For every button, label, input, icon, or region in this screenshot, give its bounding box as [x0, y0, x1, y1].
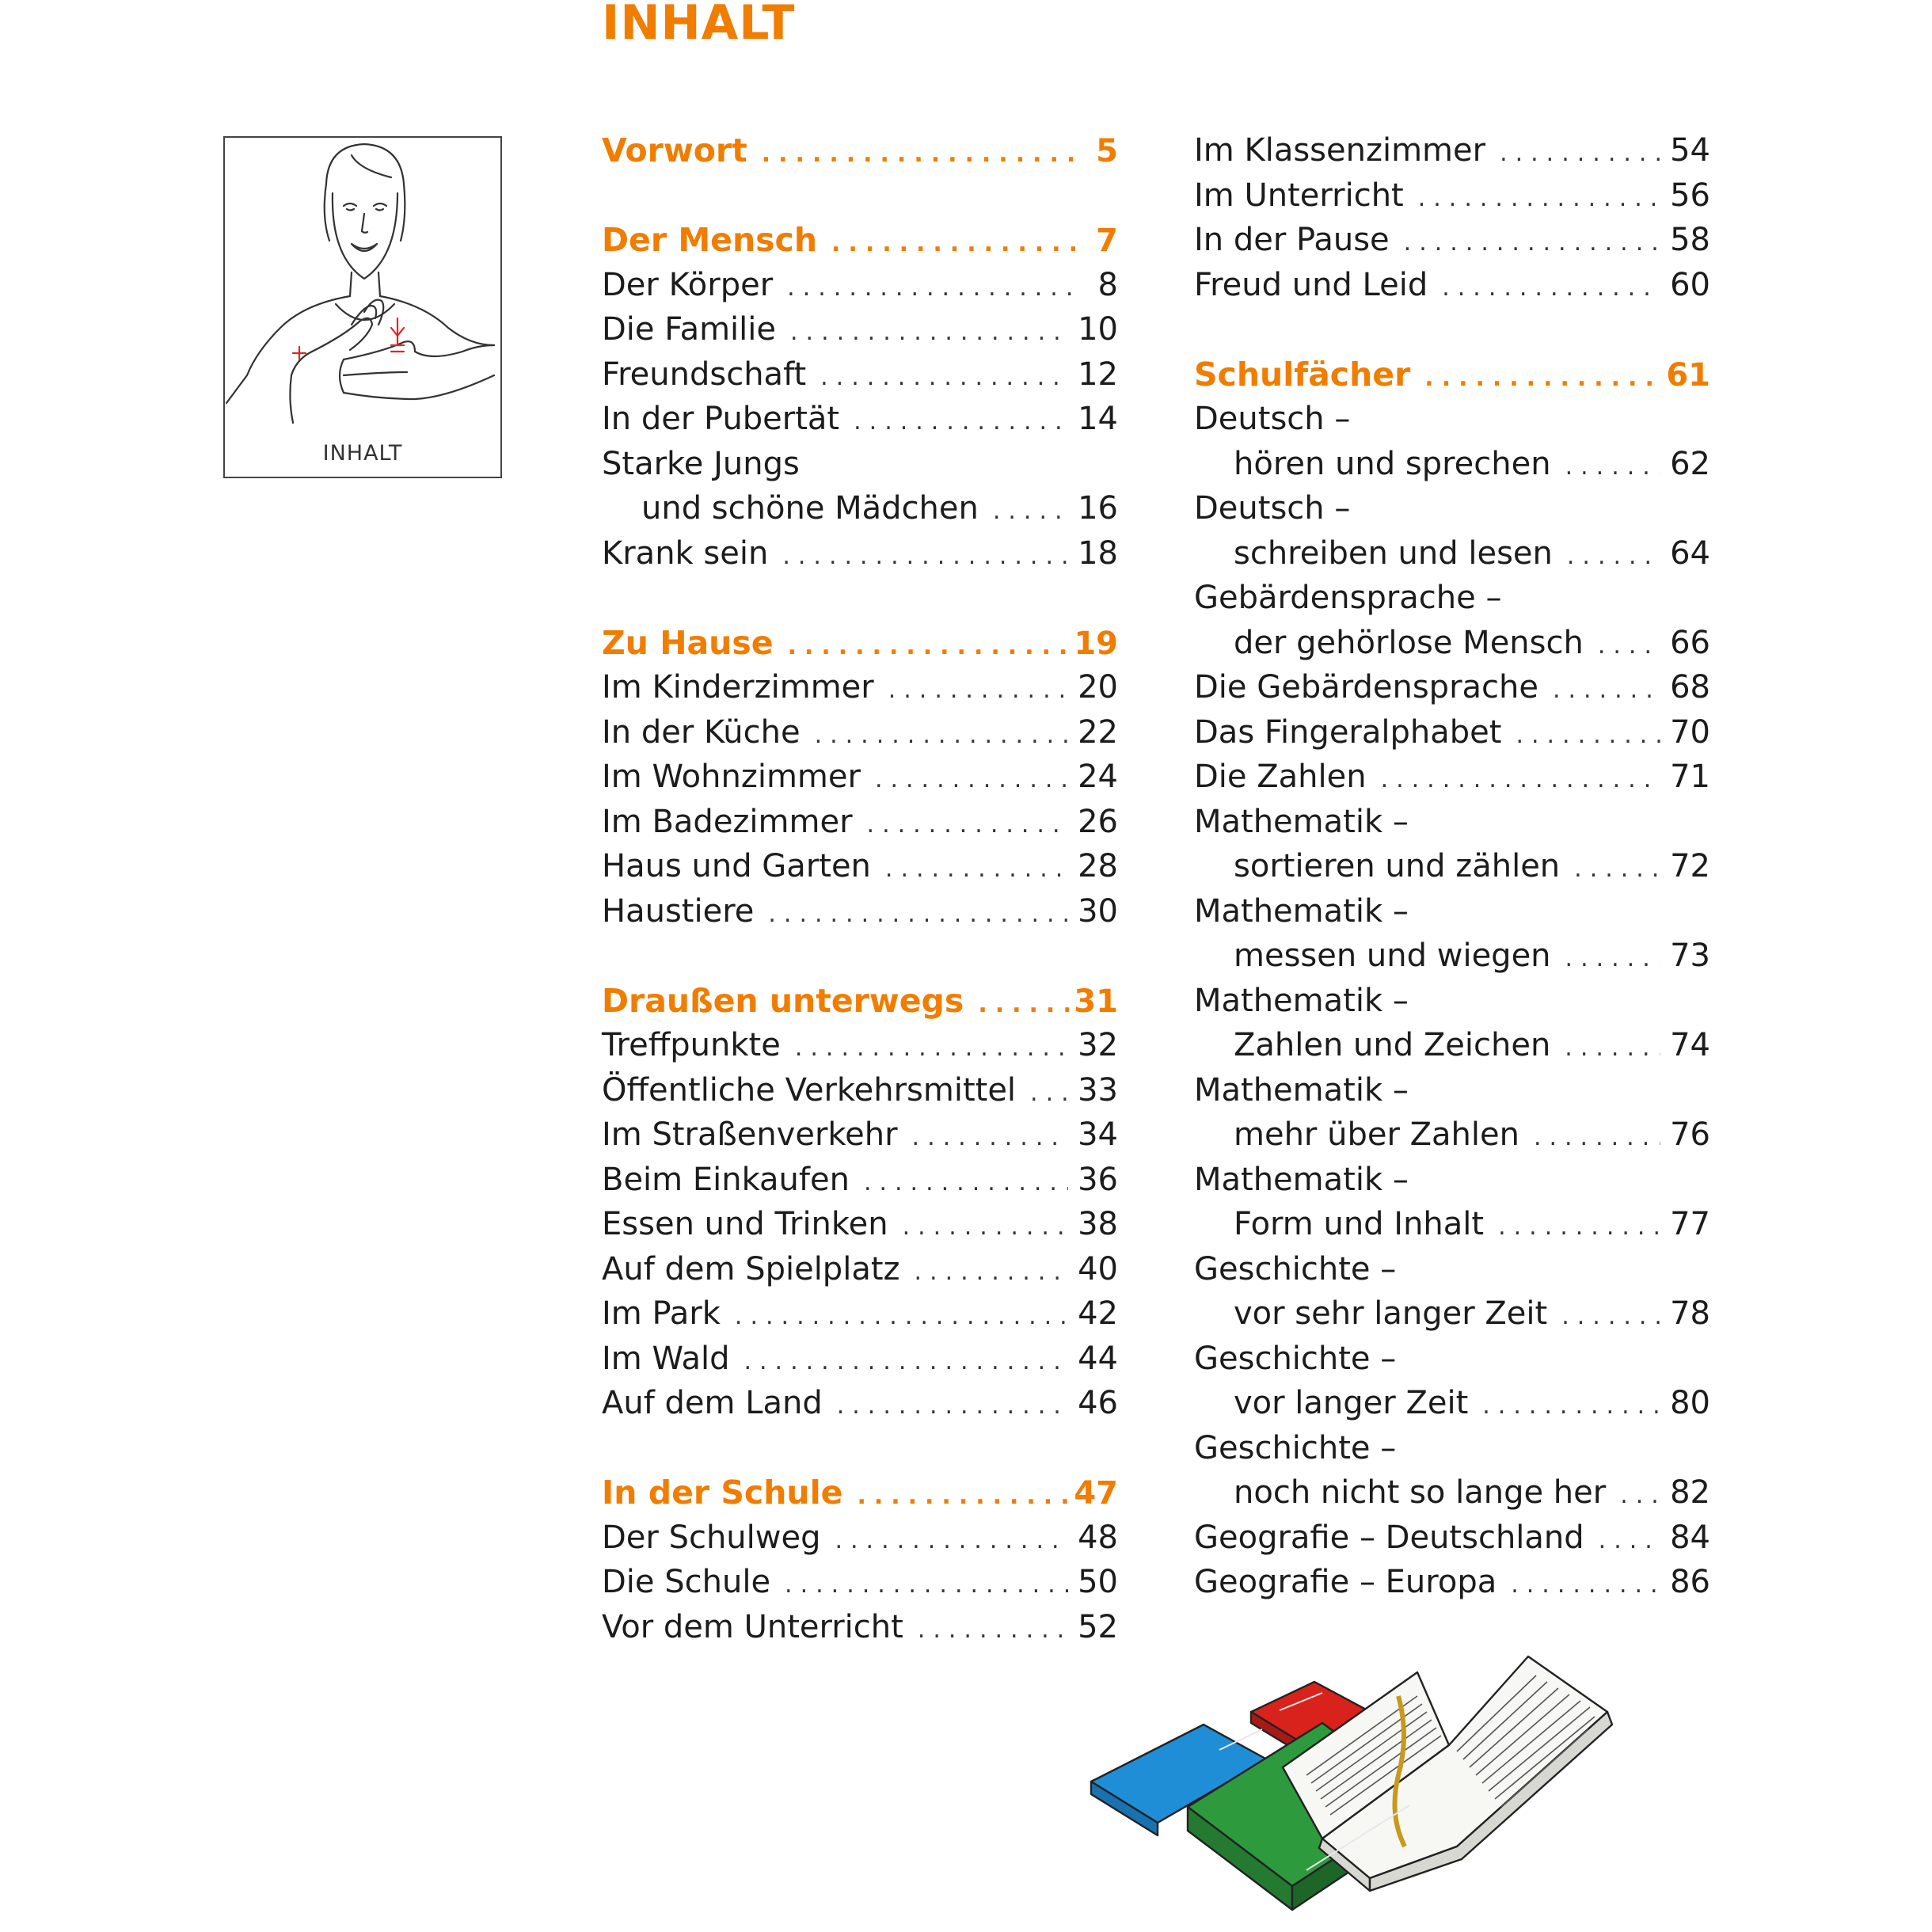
toc-entry	[1194, 1426, 1710, 1471]
toc-dot-leader	[854, 400, 1068, 445]
toc-entry	[1194, 1247, 1710, 1292]
toc-entry	[1194, 128, 1710, 173]
toc-entry	[1194, 218, 1710, 263]
toc-page-number: 12	[1078, 356, 1118, 393]
toc-entry	[1194, 934, 1710, 979]
toc-page-number: 77	[1670, 1206, 1710, 1242]
toc-entry-label: Geschichte –	[1194, 1429, 1397, 1466]
toc-spacer	[1194, 307, 1710, 352]
toc-dot-leader	[993, 489, 1068, 534]
toc-page-number: 24	[1078, 759, 1118, 795]
toc-entry	[1194, 1158, 1710, 1203]
toc-entry-label: sortieren und zählen	[1234, 848, 1561, 884]
toc-page-number: 50	[1078, 1564, 1118, 1600]
toc-entry	[602, 665, 1118, 710]
toc-page-number: 18	[1078, 534, 1118, 572]
toc-page-number: 42	[1078, 1295, 1118, 1332]
toc-entry	[602, 1023, 1118, 1068]
toc-entry	[602, 755, 1118, 800]
toc-page-number: 76	[1670, 1116, 1710, 1153]
toc-entry-label: Mathematik –	[1194, 1161, 1409, 1198]
toc-page-number: 56	[1670, 177, 1710, 214]
toc-dot-leader	[831, 222, 1078, 267]
toc-entry-label: Deutsch –	[1194, 401, 1351, 437]
toc-dot-leader	[762, 132, 1078, 177]
toc-dot-leader	[1418, 177, 1660, 222]
toc-dot-leader	[788, 625, 1070, 670]
toc-dot-leader	[795, 1026, 1068, 1071]
toc-page-number: 30	[1078, 892, 1118, 930]
books-illustration	[1085, 1641, 1623, 1929]
toc-entry-label: Haus und Garten	[602, 848, 871, 884]
toc-page-number: 48	[1078, 1519, 1118, 1556]
toc-page-number: 33	[1078, 1071, 1118, 1109]
toc-entry	[1194, 173, 1710, 219]
toc-dot-leader	[815, 713, 1069, 759]
toc-entry	[1194, 1560, 1710, 1605]
toc-page-number: 78	[1670, 1295, 1710, 1332]
toc-entry-label: Freundschaft	[602, 356, 807, 393]
toc-entry	[1194, 1068, 1710, 1113]
toc-section-heading	[602, 218, 1118, 263]
toc-entry	[1194, 1112, 1710, 1158]
toc-dot-leader	[1498, 1205, 1660, 1250]
toc-entry	[602, 1112, 1118, 1158]
toc-entry	[602, 1068, 1118, 1113]
toc-entry-label: Starke Jungs	[602, 445, 800, 482]
toc-entry-label: Im Wald	[602, 1340, 730, 1377]
toc-page-number: 16	[1078, 490, 1118, 527]
toc-dot-leader	[820, 356, 1068, 401]
toc-entry-label: Gebärdensprache –	[1194, 580, 1502, 616]
toc-entry-label: Draußen unterwegs	[602, 981, 964, 1020]
toc-dot-leader	[837, 1384, 1068, 1429]
toc-entry-label: Deutsch –	[1194, 490, 1351, 527]
toc-page-number: 31	[1074, 983, 1118, 1020]
toc-entry	[602, 1560, 1118, 1605]
toc-entry	[1194, 1291, 1710, 1337]
toc-entry	[1194, 486, 1710, 531]
toc-entry	[602, 1516, 1118, 1561]
toc-page-number: 54	[1670, 132, 1710, 169]
toc-dot-leader	[1565, 1026, 1660, 1071]
toc-entry-label: und schöne Mädchen	[641, 490, 979, 527]
toc-page-number: 80	[1670, 1385, 1710, 1421]
sign-caption: INHALT	[322, 441, 403, 466]
toc-page-number: 10	[1078, 311, 1118, 348]
toc-entry-label: Vorwort	[602, 131, 747, 169]
toc-dot-leader	[782, 534, 1068, 580]
toc-entry	[602, 397, 1118, 442]
toc-dot-leader	[1553, 668, 1660, 713]
toc-dot-leader	[1516, 713, 1660, 759]
toc-entry-label: Essen und Trinken	[602, 1206, 888, 1242]
toc-entry	[1194, 1023, 1710, 1068]
toc-page-number: 52	[1078, 1608, 1118, 1645]
toc-entry	[1194, 576, 1710, 621]
toc-entry-label: Form und Inhalt	[1234, 1206, 1485, 1242]
toc-dot-leader	[867, 803, 1069, 848]
toc-page-number: 60	[1670, 266, 1710, 303]
toc-entry-label: Auf dem Spielplatz	[602, 1250, 900, 1287]
toc-dot-leader	[1567, 534, 1660, 580]
toc-entry-label: Geschichte –	[1194, 1340, 1397, 1377]
toc-spacer	[602, 576, 1118, 621]
toc-entry-label: messen und wiegen	[1234, 937, 1551, 974]
toc-entry-label: Öffentliche Verkehrsmittel	[602, 1071, 1017, 1109]
toc-page-number: 47	[1074, 1475, 1118, 1512]
toc-page-number: 46	[1078, 1385, 1118, 1421]
toc-entry-label: Die Gebärdensprache	[1194, 669, 1538, 705]
toc-dot-leader	[785, 1563, 1068, 1608]
toc-entry	[1194, 621, 1710, 666]
toc-entry	[1194, 710, 1710, 755]
toc-entry-label: noch nicht so lange her	[1234, 1474, 1607, 1511]
toc-entry	[602, 889, 1118, 934]
toc-entry	[602, 307, 1118, 352]
toc-dot-leader	[787, 266, 1074, 311]
toc-dot-leader	[1574, 847, 1660, 892]
toc-page-number: 68	[1670, 669, 1710, 705]
toc-entry-label: In der Küche	[602, 713, 801, 751]
toc-entry-label: Die Familie	[602, 311, 776, 348]
toc-dot-leader	[735, 1295, 1068, 1340]
toc-page-number: 44	[1078, 1340, 1118, 1377]
toc-page-number: 26	[1078, 803, 1118, 840]
toc-spacer	[602, 173, 1118, 219]
toc-page-number: 74	[1670, 1027, 1710, 1063]
toc-page-number: 84	[1670, 1519, 1710, 1556]
toc-entry-label: hören und sprechen	[1234, 445, 1551, 482]
toc-column-right	[1194, 128, 1710, 1605]
toc-entry	[602, 800, 1118, 845]
toc-page-number: 66	[1670, 624, 1710, 661]
toc-entry	[602, 1158, 1118, 1203]
toc-page-number: 36	[1078, 1161, 1118, 1198]
toc-entry-label: In der Schule	[602, 1474, 843, 1512]
toc-page-number: 70	[1670, 713, 1710, 751]
toc-entry	[602, 352, 1118, 397]
toc-dot-leader	[915, 1250, 1069, 1295]
toc-entry	[602, 1605, 1118, 1650]
toc-dot-leader	[1482, 1384, 1660, 1429]
toc-entry-label: Im Kinderzimmer	[602, 669, 874, 705]
toc-page-number: 5	[1096, 133, 1118, 169]
toc-page-number: 32	[1078, 1027, 1118, 1063]
toc-entry-label: Vor dem Unterricht	[602, 1608, 903, 1645]
toc-entry-label: Geschichte –	[1194, 1250, 1397, 1287]
toc-page-number: 38	[1078, 1206, 1118, 1242]
toc-entry-label: Freud und Leid	[1194, 266, 1428, 303]
toc-entry-label: Mathematik –	[1194, 803, 1409, 840]
toc-entry	[602, 1202, 1118, 1247]
toc-dot-leader	[835, 1519, 1068, 1564]
toc-entry-label: In der Pause	[1194, 222, 1390, 258]
toc-dot-leader	[864, 1161, 1068, 1206]
toc-spacer	[602, 1426, 1118, 1471]
toc-entry-label: Zahlen und Zeichen	[1234, 1027, 1551, 1063]
toc-dot-leader	[918, 1608, 1068, 1653]
toc-dot-leader	[1511, 1563, 1660, 1608]
toc-dot-leader	[1030, 1071, 1068, 1116]
toc-page-number: 61	[1666, 356, 1710, 394]
toc-entry	[1194, 844, 1710, 889]
toc-entry-label: Zu Hause	[602, 623, 774, 662]
toc-section-heading	[1194, 352, 1710, 397]
toc-entry-label: Im Park	[602, 1295, 721, 1332]
toc-page-number: 8	[1097, 266, 1118, 303]
toc-page-number: 64	[1670, 534, 1710, 572]
toc-dot-leader	[885, 847, 1068, 892]
toc-entry-label: Geografie – Europa	[1194, 1564, 1497, 1600]
toc-dot-leader	[1561, 1295, 1660, 1340]
toc-dot-leader	[1620, 1474, 1660, 1519]
toc-entry-label: Im Klassenzimmer	[1194, 132, 1486, 169]
toc-dot-leader	[912, 1116, 1069, 1161]
toc-page-number: 14	[1078, 401, 1118, 437]
toc-entry	[1194, 531, 1710, 576]
toc-entry	[1194, 800, 1710, 845]
toc-entry	[1194, 889, 1710, 934]
toc-page-number: 62	[1670, 445, 1710, 482]
toc-entry	[602, 486, 1118, 531]
sign-illustration	[223, 136, 502, 478]
toc-entry-label: Das Fingeralphabet	[1194, 713, 1502, 751]
toc-dot-leader	[790, 310, 1068, 356]
toc-section-heading	[602, 979, 1118, 1024]
toc-entry-label: Geografie – Deutschland	[1194, 1519, 1584, 1556]
toc-entry	[1194, 397, 1710, 442]
toc-entry-label: Im Unterricht	[1194, 177, 1404, 214]
toc-entry	[1194, 1337, 1710, 1382]
toc-spacer	[602, 934, 1118, 979]
toc-entry	[602, 1337, 1118, 1382]
toc-entry-label: Im Badezimmer	[602, 803, 853, 840]
toc-page-number: 71	[1670, 759, 1710, 795]
toc-entry	[1194, 263, 1710, 308]
toc-page-number: 82	[1670, 1474, 1710, 1511]
toc-section-heading	[602, 1470, 1118, 1516]
toc-entry-label: Mathematik –	[1194, 892, 1409, 930]
stack-of-books-illustration-icon	[1085, 1641, 1623, 1926]
toc-entry-label: Auf dem Land	[602, 1385, 823, 1421]
sign-language-illustration-icon	[225, 138, 504, 480]
toc-entry-label: Treffpunkte	[602, 1027, 781, 1063]
toc-section-heading	[602, 621, 1118, 666]
toc-dot-leader	[888, 668, 1068, 713]
toc-entry-label: Der Mensch	[602, 221, 818, 259]
toc-page-number: 28	[1078, 848, 1118, 884]
toc-entry	[602, 1381, 1118, 1426]
toc-entry-label: mehr über Zahlen	[1234, 1116, 1519, 1153]
toc-entry	[1194, 979, 1710, 1024]
toc-entry-label: schreiben und lesen	[1234, 534, 1553, 572]
toc-dot-leader	[1534, 1116, 1660, 1161]
toc-entry	[1194, 442, 1710, 487]
toc-entry-label: Der Körper	[602, 266, 774, 303]
page-title: INHALT	[602, 0, 796, 51]
toc-page-number: 40	[1078, 1250, 1118, 1287]
toc-entry-label: Im Wohnzimmer	[602, 759, 861, 795]
toc-entry	[602, 844, 1118, 889]
toc-entry	[1194, 1381, 1710, 1426]
toc-dot-leader	[978, 983, 1069, 1028]
toc-column-left	[602, 128, 1118, 1649]
toc-page-number: 58	[1670, 222, 1710, 258]
toc-dot-leader	[903, 1205, 1068, 1250]
toc-page-number: 86	[1670, 1564, 1710, 1600]
toc-dot-leader	[1565, 445, 1661, 490]
toc-page-number: 72	[1670, 848, 1710, 884]
toc-section-heading	[602, 128, 1118, 173]
toc-entry-label: Haustiere	[602, 892, 755, 930]
toc-dot-leader	[1381, 758, 1661, 803]
toc-entry-label: Mathematik –	[1194, 1071, 1409, 1109]
toc-entry-label: der gehörlose Mensch	[1234, 624, 1584, 661]
toc-page-number: 7	[1096, 222, 1118, 259]
toc-entry	[602, 263, 1118, 308]
toc-entry-label: Die Schule	[602, 1564, 771, 1600]
toc-entry-label: Im Straßenverkehr	[602, 1116, 898, 1153]
toc-entry-label: Die Zahlen	[1194, 759, 1367, 795]
toc-entry-label: Krank sein	[602, 534, 769, 572]
toc-entry	[602, 1291, 1118, 1337]
toc-page-number: 22	[1078, 713, 1118, 751]
toc-entry-label: Mathematik –	[1194, 982, 1409, 1019]
toc-dot-leader	[768, 892, 1068, 937]
toc-dot-leader	[1424, 356, 1661, 401]
toc-dot-leader	[744, 1340, 1068, 1385]
toc-dot-leader	[1500, 131, 1660, 177]
toc-entry	[1194, 665, 1710, 710]
toc-dot-leader	[875, 758, 1068, 803]
toc-entry-label: Der Schulweg	[602, 1519, 821, 1556]
toc-entry	[1194, 1470, 1710, 1516]
toc-entry	[602, 531, 1118, 576]
toc-entry-label: vor langer Zeit	[1234, 1385, 1469, 1421]
toc-dot-leader	[857, 1474, 1069, 1519]
toc-entry	[602, 1247, 1118, 1292]
toc-entry	[602, 442, 1118, 487]
toc-entry	[1194, 755, 1710, 800]
toc-dot-leader	[1599, 1519, 1660, 1564]
toc-dot-leader	[1565, 937, 1661, 982]
toc-entry-label: Beim Einkaufen	[602, 1161, 850, 1198]
toc-entry-label: In der Pubertät	[602, 401, 840, 437]
toc-page-number: 34	[1078, 1116, 1118, 1153]
toc-dot-leader	[1598, 624, 1660, 669]
toc-page-number: 19	[1074, 625, 1118, 662]
toc-entry	[1194, 1516, 1710, 1561]
toc-entry-label: Schulfächer	[1194, 355, 1411, 394]
toc-page-number: 73	[1670, 937, 1710, 974]
toc-page-number: 20	[1078, 669, 1118, 705]
toc-entry-label: vor sehr langer Zeit	[1234, 1295, 1548, 1332]
toc-entry	[1194, 1202, 1710, 1247]
toc-dot-leader	[1404, 221, 1660, 266]
toc-dot-leader	[1442, 266, 1660, 311]
toc-entry	[602, 710, 1118, 755]
